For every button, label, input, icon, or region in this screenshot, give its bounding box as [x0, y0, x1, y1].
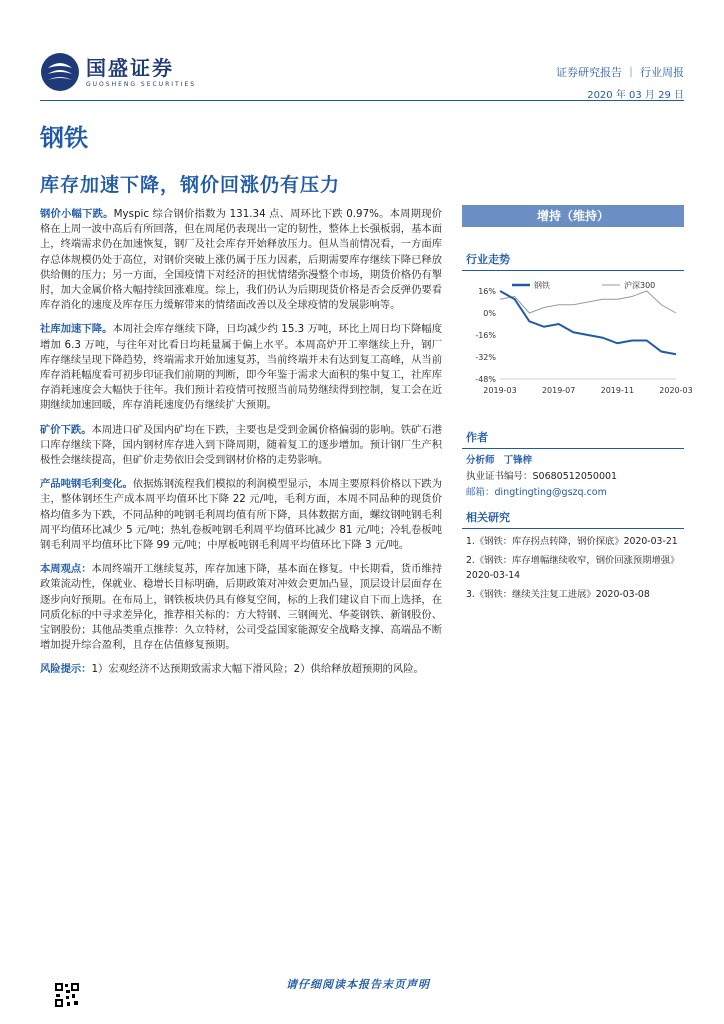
x-tick-label: 2019-03 — [483, 386, 517, 395]
related-list — [462, 529, 684, 611]
paragraph-text: 依据炼钢流程我们模拟的利润模型显示，本周主要原料价格以下跌为主，整体钢坯生产成本周平均值环比下降 22 元/吨，毛利方面，本周不同品种的现货价格均值多为下跌，不同品种的吨钢毛利周均值有所下降，具体数据方面，螺纹钢吨钢毛利周平均值环比减少 5 元/吨；热轧卷板吨钢毛利周平均值环比减少 81 元/吨；冷轧卷板吨钢毛利周平均值环比下降 99 元/吨；中厚板吨钢毛利周平均值环比下降 3 元/吨。 — [40, 478, 443, 552]
trend-chart — [462, 277, 693, 411]
paragraph-inventory — [40, 322, 442, 413]
paragraph-view — [40, 562, 442, 653]
analyst-email[interactable]: 邮箱：dingtingting@gszq.com — [466, 487, 607, 498]
paragraph-text: 本周终端开工继续复苏，库存加速下降，基本面在修复。中长期看，货币维持政策流动性，保就业、稳增长目标明确，后期政策对冲效会更加凸显，顶层设计层面存在逐步向好预期。在布局上，钢铁板块仍具有修复空间，标的上我们建议自下而上选择，在同质化标的中寻求差异化，推荐相关标的：方大特钢、三钢闽光、华菱钢铁、新钢股份、宝钢股份；其他品类重点推荐：久立特材，公司受益国家能源安全战略支撑、高端品不断增加提升综合盈利，且存在估值修复预期。 — [40, 563, 443, 652]
logo-icon — [40, 52, 80, 92]
related-item[interactable]: 1.《钢铁：库存拐点转降，钢价探底》2020-03-21 — [466, 536, 678, 547]
x-tick-label: 2019-11 — [600, 386, 635, 395]
keyword: 风险提示： — [40, 663, 92, 676]
keyword: 社库加速下降。 — [40, 323, 113, 336]
y-tick-label: 0% — [483, 309, 496, 318]
footer-disclaimer: 请仔细阅读本报告末页声明 — [286, 978, 430, 991]
paragraph-text: 1）宏观经济不达预期致需求大幅下滑风险；2）供给释放超预期的风险。 — [91, 663, 424, 676]
report-headline: 库存加速下降，钢价回涨仍有压力 — [40, 174, 341, 196]
rating-badge: 增持（维持） — [462, 205, 684, 227]
y-tick-label: -16% — [475, 331, 496, 340]
paragraph-text: 本周进口矿及国内矿均在下跌，主要也是受到金属价格偏弱的影响。铁矿石港口库存继续下降，国内钢材库存进入到下降周期，随着复工的逐步增加。预计钢厂生产积极性会继续提高，但矿价走势依旧会受到钢材价格的走势影响。 — [40, 423, 443, 467]
paragraph-text: 本周社会库存继续下降，日均减少约 15.3 万吨，环比上周日均下降幅度增加 6.3 万吨，与往年对比看日均耗量属于偏上水平。本周高炉开工率继续上升，钢厂库存继续呈现下降趋势，终端需求开始加速复苏，当前终端并未有达到复工高峰，从当前库存消耗幅度看可初步印证我们前期的判断，即今年鉴于需求大面积的集中复工，社库库存消耗速度会大幅快于往年。我们预计若疫情可按照当前局势继续得到控制，复工会在近期继续加速回暖，库存消耗速度仍有继续扩大预期。 — [40, 323, 443, 412]
report-type: 证券研究报告 ｜ 行业周报 — [556, 66, 684, 79]
related-item[interactable]: 3.《钢铁：继续关注复工进展》2020-03-08 — [466, 589, 650, 600]
paragraph-price — [40, 207, 442, 313]
company-name-en: GUOSHENG SECURITIES — [86, 80, 197, 88]
analyst-name: 丁锋梓 — [503, 455, 533, 466]
related-section-title: 相关研究 — [462, 505, 684, 529]
header-divider — [40, 100, 684, 101]
related-item[interactable]: 2.《钢铁：库存增幅继续收窄，钢价回涨预期增强》2020-03-14 — [466, 555, 680, 581]
y-tick-label: -48% — [475, 375, 496, 384]
series-line-0 — [500, 291, 676, 354]
industry-title: 钢铁 — [40, 124, 88, 152]
trend-chart-svg — [462, 277, 693, 407]
company-logo — [40, 52, 196, 92]
paragraph-ore — [40, 423, 442, 469]
keyword: 钢价小幅下跌。 — [40, 208, 114, 220]
author-section-title: 作者 — [462, 425, 684, 449]
legend-label: 沪深300 — [624, 281, 656, 290]
company-name-cn: 国盛证券 — [86, 55, 174, 80]
author-info — [462, 449, 684, 505]
license-number: 执业证书编号：S0680512050001 — [466, 471, 618, 482]
paragraph-margin — [40, 477, 442, 553]
y-tick-label: -32% — [475, 353, 496, 362]
trend-section-title: 行业走势 — [462, 247, 684, 271]
paragraph-text: Myspic 综合钢价指数为 131.34 点、周环比下跌 0.97%。本周期现价格在上周一波中高后有所回落，但在周尾仍表现出一定的韧性，整体上长强板弱，基本面上，终端需求仍在加速恢复，钢厂及社会库存开始释放压力。但从当前情况看，一方面库存总体规模仍处于高位，对钢价突破上涨仍属于压力因素，后期需要库存继续下降已释放供给侧的压力；另一方面，全国疫情下对经济的担忧情绪弥漫整个市场，期货价格仍有掣肘，加大金属价格大幅持续回涨难度。综上，我们仍认为后期现货价格是否会反弹仍要看库存消化的速度及库存压力缓解带来的情绪面改善以及全球疫情的发展影响等。 — [40, 208, 443, 312]
qr-code-icon — [54, 982, 80, 1008]
sidebar — [462, 205, 693, 611]
analyst-label: 分析师 — [466, 455, 495, 466]
x-tick-label: 2019-07 — [541, 386, 576, 395]
main-content — [40, 207, 442, 687]
legend-label: 钢铁 — [534, 281, 550, 290]
keyword: 矿价下跌。 — [40, 423, 92, 436]
series-line-1 — [500, 291, 676, 313]
keyword: 产品吨钢毛利变化。 — [40, 478, 133, 491]
y-tick-label: 16% — [478, 287, 496, 296]
report-date: 2020 年 03 月 29 日 — [587, 90, 684, 101]
paragraph-risk — [40, 662, 442, 677]
keyword: 本周观点： — [40, 563, 92, 576]
x-tick-label: 2020-03 — [659, 386, 693, 395]
